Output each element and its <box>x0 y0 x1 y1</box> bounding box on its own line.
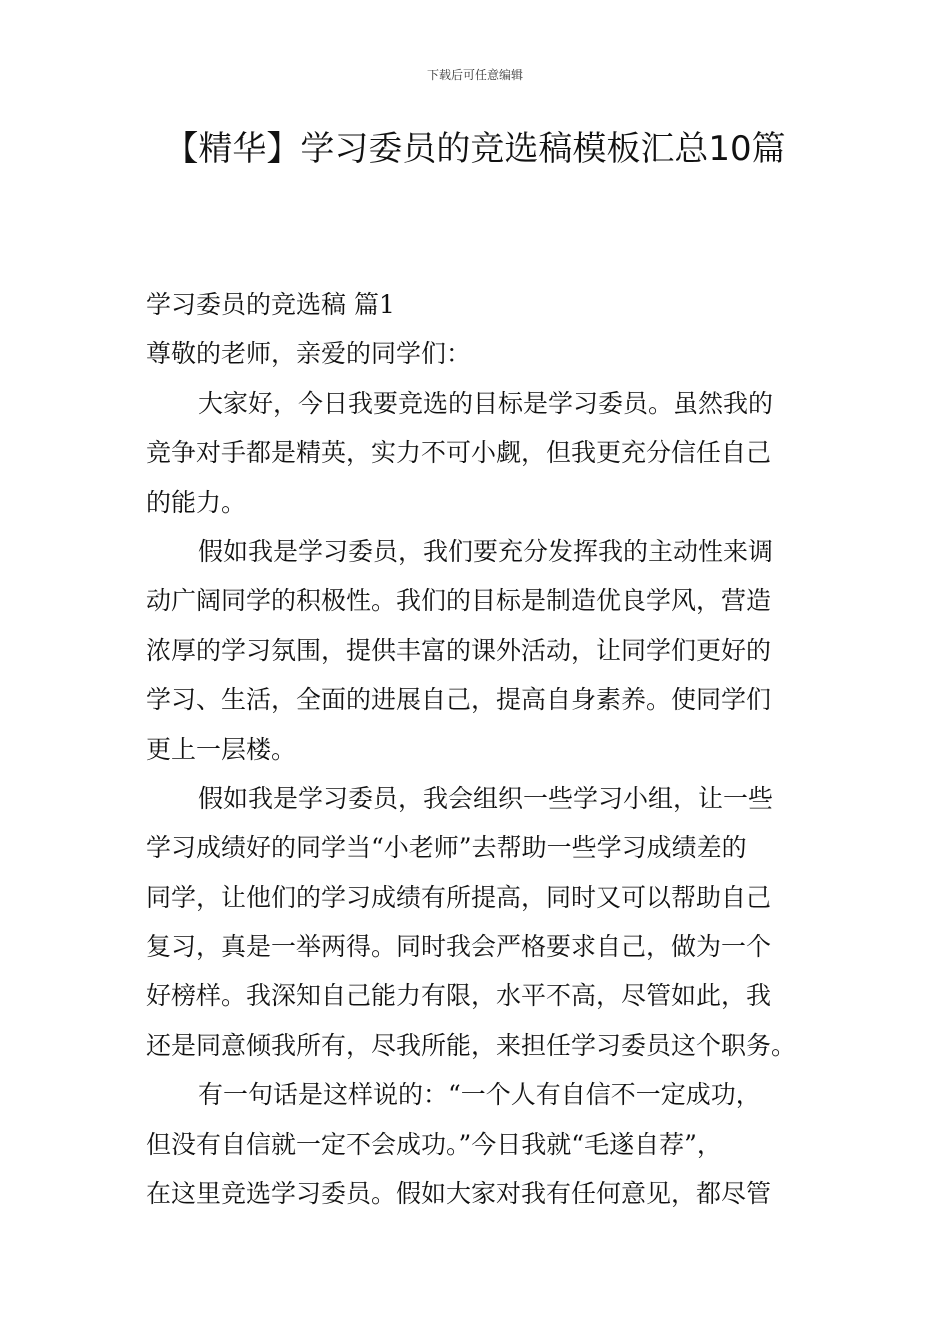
document-body <box>146 280 808 1218</box>
body-line: 同学，让他们的学习成绩有所提高，同时又可以帮助自己 <box>146 882 772 912</box>
body-line: 假如我是学习委员，我会组织一些学习小组，让一些 <box>198 783 774 813</box>
body-line: 竞争对手都是精英，实力不可小觑，但我更充分信任自己 <box>146 438 772 468</box>
body-line: 复习，真是一举两得。同时我会严格要求自己，做为一个 <box>146 932 772 962</box>
body-line: 动广阔同学的积极性。我们的目标是制造优良学风，营造 <box>146 586 772 616</box>
body-lines <box>146 379 808 1219</box>
body-line: 还是同意倾我所有，尽我所能，来担任学习委员这个职务。 <box>146 1030 797 1060</box>
body-line: 更上一层楼。 <box>146 734 297 764</box>
body-line: 在这里竞选学习委员。假如大家对我有任何意见，都尽管 <box>146 1179 772 1209</box>
body-line: 学习成绩好的同学当“小老师”去帮助一些学习成绩差的 <box>146 833 747 863</box>
body-line: 学习、生活，全面的进展自己，提高自身素养。使同学们 <box>146 685 772 715</box>
section-heading: 学习委员的竞选稿 篇1 <box>146 290 395 319</box>
salutation: 尊敬的老师，亲爱的同学们： <box>146 339 472 369</box>
body-line: 假如我是学习委员，我们要充分发挥我的主动性来调 <box>198 536 774 566</box>
body-line: 的能力。 <box>146 487 247 517</box>
document-title: 【精华】学习委员的竞选稿模板汇总10篇 <box>164 129 786 169</box>
body-line: 好榜样。我深知自己能力有限，水平不高，尽管如此，我 <box>146 981 772 1011</box>
header-note: 下载后可任意编辑 <box>426 68 523 82</box>
body-line: 大家好，今日我要竞选的目标是学习委员。虽然我的 <box>198 388 774 418</box>
body-line: 有一句话是这样说的：“一个人有自信不一定成功， <box>198 1080 761 1110</box>
body-line: 浓厚的学习氛围，提供丰富的课外活动，让同学们更好的 <box>146 635 772 665</box>
body-line: 但没有自信就一定不会成功。”今日我就“毛遂自荐”， <box>146 1129 722 1159</box>
